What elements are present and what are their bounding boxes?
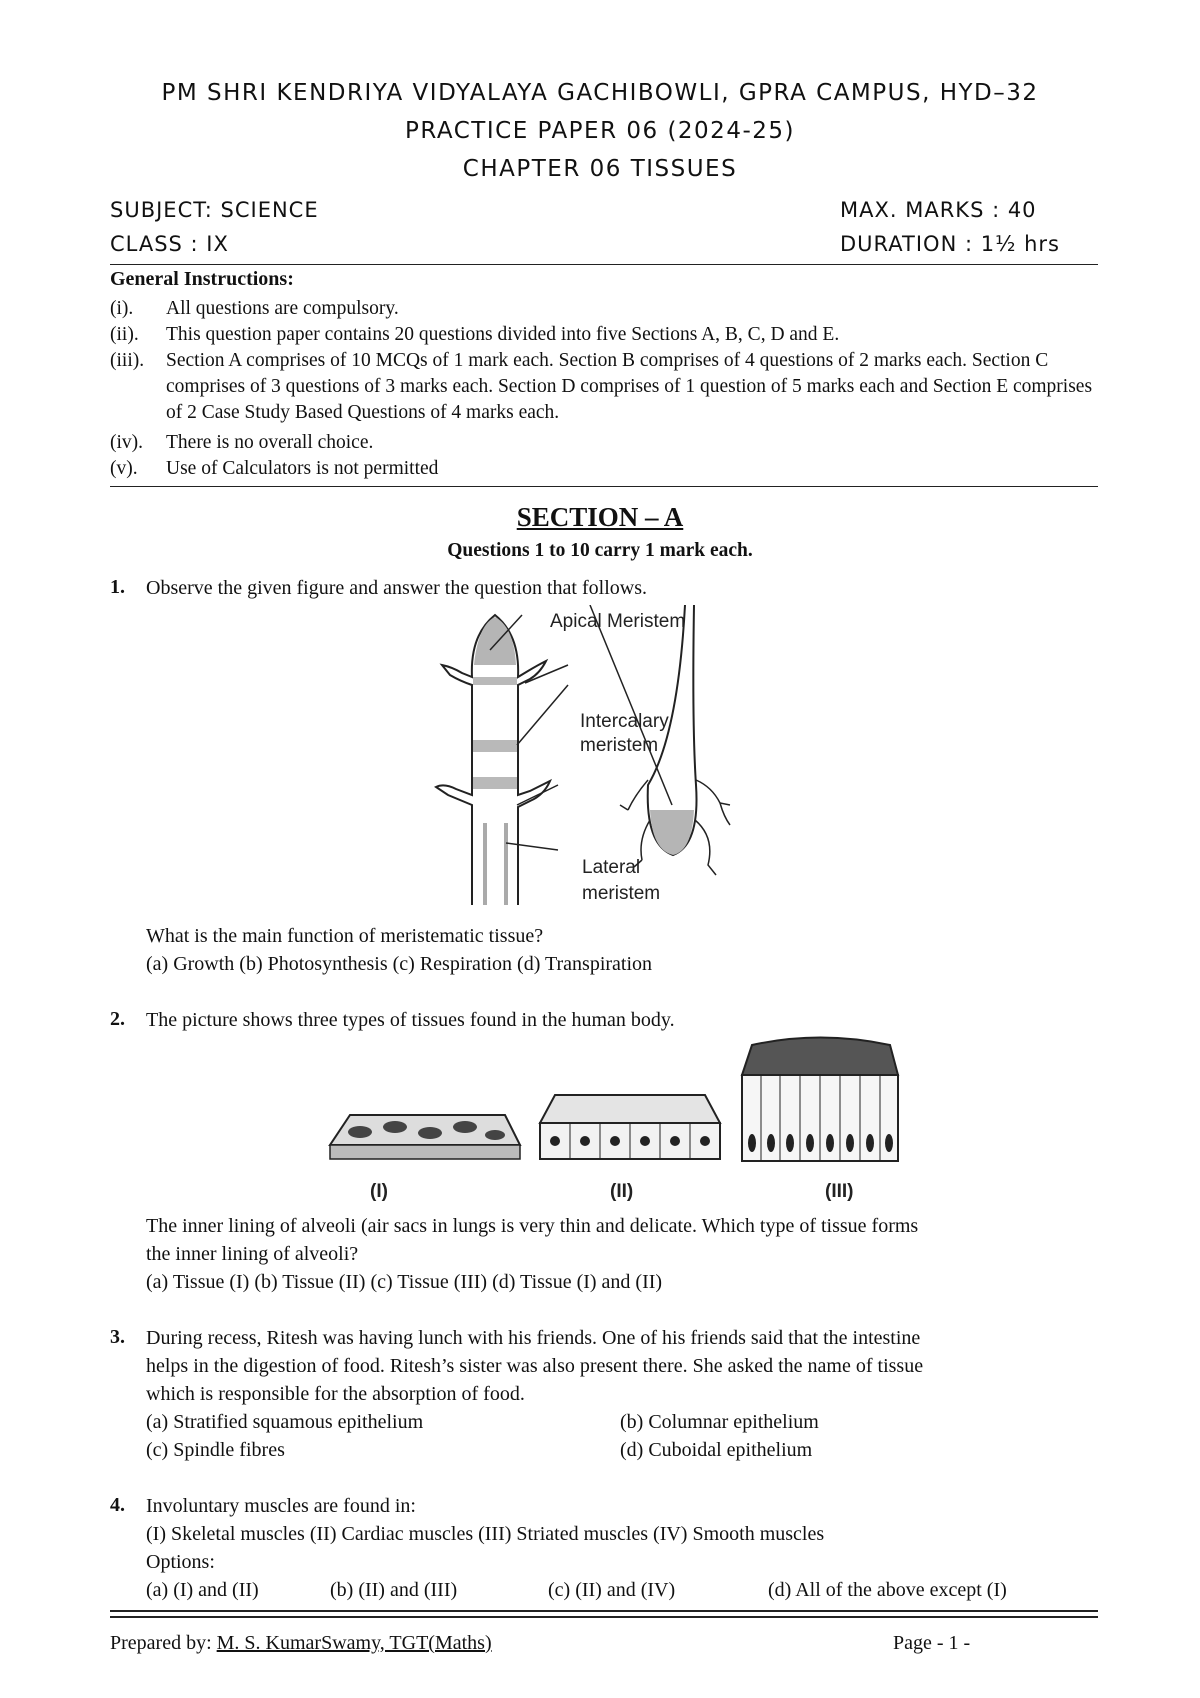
instruction-text: There is no overall choice. bbox=[166, 432, 374, 453]
instruction-text: Section A comprises of 10 MCQs of 1 mark each. Section B comprises of 4 questions of 2 marks each. Section C comprises of 3 questions of 3 marks each. Section D comprises of 1 question of 5 marks each and Section E comprises of 2 Case Study Based Questions of 4 marks each. bbox=[166, 350, 1093, 423]
question-options: (a) Tissue (I) (b) Tissue (II) (c) Tissue (III) (d) Tissue (I) and (II) bbox=[146, 1271, 663, 1293]
instruction-number: (i). bbox=[110, 298, 134, 319]
question-text: During recess, Ritesh was having lunch with his friends. One of his friends said that the intestine bbox=[146, 1327, 921, 1349]
instruction-number: (iii). bbox=[110, 350, 145, 371]
option-a: (a) (I) and (II) bbox=[146, 1579, 259, 1601]
instruction-number: (v). bbox=[110, 458, 138, 479]
paper-title: PRACTICE PAPER 06 (2024-25) bbox=[405, 118, 795, 144]
instructions-divider bbox=[110, 486, 1098, 487]
duration: DURATION : 1½ hrs bbox=[840, 232, 1060, 256]
option-a: (a) Stratified squamous epithelium bbox=[146, 1411, 424, 1433]
pointer-line bbox=[517, 685, 568, 745]
option-d: (d) All of the above except (I) bbox=[768, 1579, 1007, 1601]
subject-label: SUBJECT: SCIENCE bbox=[110, 198, 319, 222]
school-name: PM SHRI KENDRIYA VIDYALAYA GACHIBOWLI, GPRA CAMPUS, HYD–32 bbox=[161, 80, 1039, 106]
meristem-figure bbox=[430, 605, 810, 905]
question-text: The inner lining of alveoli (air sacs in lungs is very thin and delicate. Which type of tissue forms bbox=[146, 1215, 919, 1237]
prepared-label: Prepared by: bbox=[110, 1632, 212, 1654]
root-apical-shade bbox=[650, 810, 694, 855]
apical-meristem-shade bbox=[474, 617, 516, 665]
header-divider bbox=[110, 264, 1098, 265]
prepared-by bbox=[110, 1632, 492, 1655]
tissue-squamous bbox=[330, 1115, 520, 1159]
label-tissue-1: (I) bbox=[370, 1181, 388, 1202]
instruction-number: (iv). bbox=[110, 432, 144, 453]
instruction-text: Use of Calculators is not permitted bbox=[166, 458, 439, 479]
option-c: (c) Spindle fibres bbox=[146, 1439, 285, 1461]
instructions-title: General Instructions: bbox=[110, 268, 294, 290]
chapter-title: CHAPTER 06 TISSUES bbox=[462, 156, 738, 182]
question-options: (a) Growth (b) Photosynthesis (c) Respiration (d) Transpiration bbox=[146, 953, 653, 975]
question-text: What is the main function of meristematic tissue? bbox=[146, 925, 544, 947]
page-number: Page - 1 - bbox=[893, 1632, 971, 1654]
option-c: (c) (II) and (IV) bbox=[548, 1579, 676, 1601]
instruction-number: (ii). bbox=[110, 324, 139, 345]
options-label: Options: bbox=[146, 1551, 215, 1573]
pointer-line bbox=[506, 843, 558, 850]
tissue-figure bbox=[320, 1035, 940, 1210]
question-number: 4. bbox=[110, 1494, 125, 1516]
question-text: (I) Skeletal muscles (II) Cardiac muscles (III) Striated muscles (IV) Smooth muscles bbox=[146, 1523, 825, 1545]
label-lateral-1: Lateral bbox=[582, 857, 641, 878]
intercalary-band bbox=[473, 677, 517, 685]
question-number: 1. bbox=[110, 576, 125, 598]
pointer-line bbox=[590, 605, 672, 805]
tissue-columnar bbox=[742, 1038, 898, 1162]
option-b: (b) (II) and (III) bbox=[330, 1579, 458, 1601]
label-tissue-3: (III) bbox=[825, 1181, 854, 1202]
option-d: (d) Cuboidal epithelium bbox=[620, 1439, 813, 1461]
pointer-line bbox=[525, 665, 568, 683]
label-apical-meristem: Apical Meristem bbox=[550, 611, 686, 632]
tissue-cuboidal bbox=[540, 1095, 720, 1159]
intercalary-band bbox=[473, 777, 517, 789]
footer-rule bbox=[110, 1616, 1098, 1618]
max-marks: MAX. MARKS : 40 bbox=[840, 198, 1037, 222]
question-text: which is responsible for the absorption of food. bbox=[146, 1383, 525, 1405]
instruction-text: This question paper contains 20 questions divided into five Sections A, B, C, D and E. bbox=[166, 324, 840, 345]
question-number: 2. bbox=[110, 1008, 125, 1030]
prepared-name: M. S. KumarSwamy, TGT(Maths) bbox=[216, 1632, 492, 1654]
class-label: CLASS : IX bbox=[110, 232, 229, 256]
instruction-text: All questions are compulsory. bbox=[166, 298, 399, 319]
intercalary-band bbox=[473, 740, 517, 752]
section-subtitle: Questions 1 to 10 carry 1 mark each. bbox=[447, 540, 753, 561]
section-title: SECTION – A bbox=[516, 502, 684, 532]
label-intercalary-2: meristem bbox=[580, 735, 659, 756]
label-intercalary-1: Intercalary bbox=[580, 711, 669, 732]
option-b: (b) Columnar epithelium bbox=[620, 1411, 819, 1433]
label-tissue-2: (II) bbox=[610, 1181, 634, 1202]
question-text: The picture shows three types of tissues found in the human body. bbox=[146, 1009, 675, 1031]
question-number: 3. bbox=[110, 1326, 125, 1348]
question-text: Involuntary muscles are found in: bbox=[146, 1495, 416, 1517]
footer-rule bbox=[110, 1610, 1098, 1612]
question-text: Observe the given figure and answer the question that follows. bbox=[146, 577, 647, 599]
label-lateral-2: meristem bbox=[582, 883, 661, 904]
question-text: helps in the digestion of food. Ritesh’s sister was also present there. She asked the name of tissue bbox=[146, 1355, 924, 1377]
question-text: the inner lining of alveoli? bbox=[146, 1243, 359, 1265]
